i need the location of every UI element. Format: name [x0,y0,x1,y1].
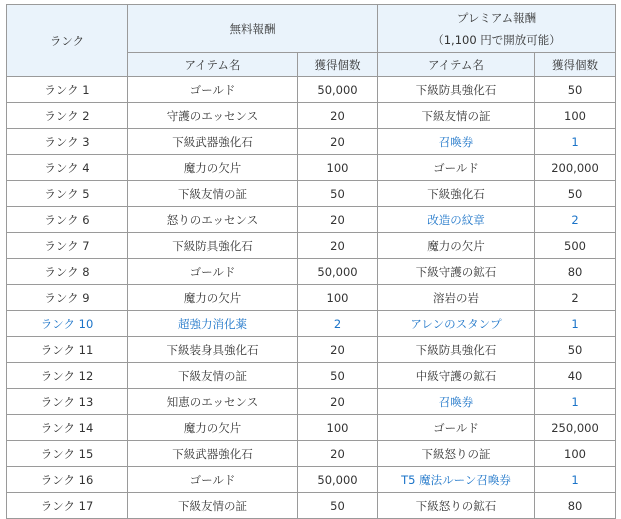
table-row [7,441,616,467]
premium-item-cell: 召喚券 [378,389,535,415]
premium-quantity-cell: 100 [535,441,616,467]
premium-item-cell: 溶岩の岩 [378,285,535,311]
premium-quantity-cell: 2 [535,207,616,233]
premium-item-cell: 下級強化石 [378,181,535,207]
rank-cell: ランク 7 [7,233,128,259]
rank-cell: ランク 17 [7,493,128,519]
free-quantity-cell: 50,000 [298,467,378,493]
free-quantity-cell: 2 [298,311,378,337]
premium-quantity-cell: 40 [535,363,616,389]
table-row [7,493,616,519]
rank-cell: ランク 15 [7,441,128,467]
table-row [7,467,616,493]
free-item-cell: 下級武器強化石 [128,129,298,155]
premium-item-cell: 下級防具強化石 [378,337,535,363]
rank-cell: ランク 4 [7,155,128,181]
premium-quantity-cell: 1 [535,467,616,493]
free-item-cell: 知恵のエッセンス [128,389,298,415]
free-item-cell: 下級防具強化石 [128,233,298,259]
free-quantity-cell: 50,000 [298,77,378,103]
free-item-cell: 下級友情の証 [128,363,298,389]
free-item-cell: 下級武器強化石 [128,441,298,467]
premium-item-cell: 下級防具強化石 [378,77,535,103]
free-item-cell: 下級友情の証 [128,181,298,207]
free-quantity-cell: 50 [298,181,378,207]
premium-quantity-cell: 1 [535,389,616,415]
premium-quantity-cell: 2 [535,285,616,311]
rank-cell: ランク 11 [7,337,128,363]
premium-item-cell: T5 魔法ルーン召喚券 [378,467,535,493]
table-row [7,337,616,363]
table-row [7,207,616,233]
free-quantity-cell: 20 [298,233,378,259]
premium-item-name-header: アイテム名 [378,53,535,77]
table-row [7,285,616,311]
free-item-cell: 魔力の欠片 [128,285,298,311]
rank-cell: ランク 6 [7,207,128,233]
premium-quantity-cell: 50 [535,337,616,363]
free-item-cell: ゴールド [128,259,298,285]
premium-quantity-cell: 80 [535,259,616,285]
premium-item-cell: 下級守護の鉱石 [378,259,535,285]
free-item-cell: 守護のエッセンス [128,103,298,129]
premium-quantity-cell: 100 [535,103,616,129]
premium-item-cell: アレンのスタンプ [378,311,535,337]
premium-quantity-cell: 1 [535,311,616,337]
rank-cell: ランク 10 [7,311,128,337]
rank-cell: ランク 9 [7,285,128,311]
premium-item-cell: 下級怒りの鉱石 [378,493,535,519]
rank-cell: ランク 16 [7,467,128,493]
free-item-cell: 怒りのエッセンス [128,207,298,233]
rank-cell: ランク 13 [7,389,128,415]
free-reward-header: 無料報酬 [128,5,378,53]
table-row [7,129,616,155]
premium-item-cell: 下級友情の証 [378,103,535,129]
premium-item-cell: ゴールド [378,415,535,441]
premium-quantity-cell: 50 [535,77,616,103]
table-row [7,259,616,285]
premium-title: プレミアム報酬 [456,10,537,25]
premium-item-cell: 召喚券 [378,129,535,155]
table-row [7,77,616,103]
table-row [7,311,616,337]
free-item-name-header: アイテム名 [128,53,298,77]
table-row [7,389,616,415]
free-quantity-cell: 20 [298,103,378,129]
table-row [7,233,616,259]
table-header [7,5,616,77]
table-row [7,103,616,129]
free-item-cell: 魔力の欠片 [128,415,298,441]
rewards-table [6,4,616,519]
rank-cell: ランク 3 [7,129,128,155]
table-row [7,155,616,181]
free-item-cell: 超強力消化薬 [128,311,298,337]
table-row [7,415,616,441]
free-quantity-cell: 100 [298,415,378,441]
premium-quantity-cell: 200,000 [535,155,616,181]
premium-quantity-header: 獲得個数 [535,53,616,77]
free-item-cell: ゴールド [128,467,298,493]
premium-item-cell: ゴールド [378,155,535,181]
free-item-cell: 下級装身具強化石 [128,337,298,363]
table-row [7,363,616,389]
free-quantity-cell: 20 [298,337,378,363]
free-item-cell: 下級友情の証 [128,493,298,519]
rank-header: ランク [7,5,128,77]
table-body [7,77,616,519]
premium-item-cell: 下級怒りの証 [378,441,535,467]
table-row [7,181,616,207]
premium-item-cell: 魔力の欠片 [378,233,535,259]
rank-cell: ランク 14 [7,415,128,441]
rank-cell: ランク 8 [7,259,128,285]
free-item-cell: 魔力の欠片 [128,155,298,181]
rank-cell: ランク 5 [7,181,128,207]
premium-quantity-cell: 1 [535,129,616,155]
rank-cell: ランク 1 [7,77,128,103]
premium-quantity-cell: 500 [535,233,616,259]
rank-cell: ランク 12 [7,363,128,389]
free-quantity-cell: 20 [298,207,378,233]
free-quantity-cell: 100 [298,285,378,311]
free-quantity-cell: 20 [298,441,378,467]
free-quantity-cell: 20 [298,389,378,415]
premium-quantity-cell: 250,000 [535,415,616,441]
free-quantity-cell: 50,000 [298,259,378,285]
premium-reward-header [378,5,616,53]
free-item-cell: ゴールド [128,77,298,103]
premium-unlock-note: （1,100 円で開放可能） [432,32,561,47]
premium-item-cell: 中級守護の鉱石 [378,363,535,389]
free-quantity-cell: 100 [298,155,378,181]
rank-cell: ランク 2 [7,103,128,129]
free-quantity-cell: 50 [298,363,378,389]
free-quantity-cell: 20 [298,129,378,155]
premium-quantity-cell: 50 [535,181,616,207]
free-quantity-header: 獲得個数 [298,53,378,77]
premium-item-cell: 改造の紋章 [378,207,535,233]
free-quantity-cell: 50 [298,493,378,519]
premium-quantity-cell: 80 [535,493,616,519]
